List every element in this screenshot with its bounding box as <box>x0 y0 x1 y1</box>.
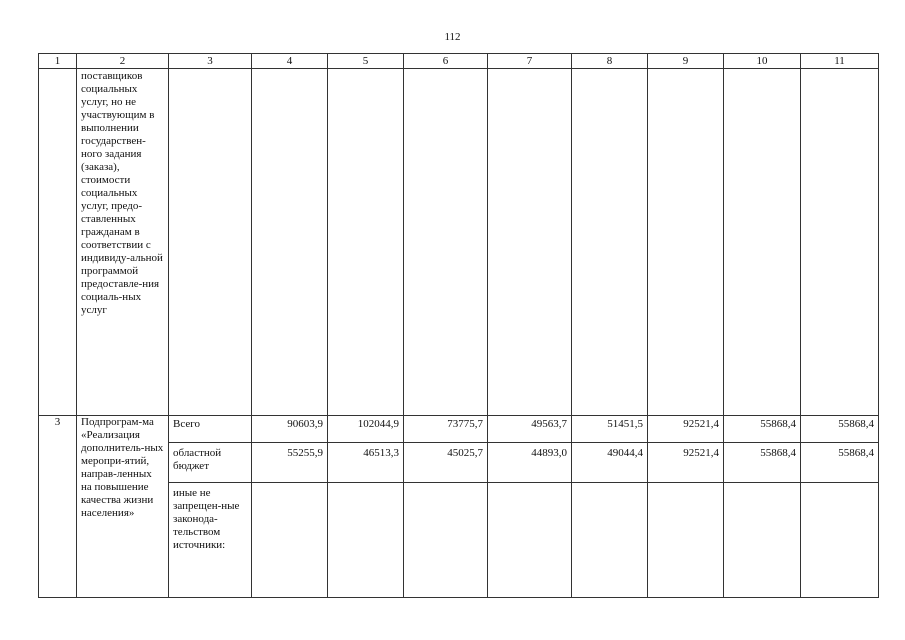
column-number: 10 <box>724 54 801 69</box>
value-cell <box>328 483 404 598</box>
value-cell: 49563,7 <box>488 416 572 443</box>
empty-cell <box>169 69 252 416</box>
column-number: 4 <box>252 54 328 69</box>
column-number: 2 <box>77 54 169 69</box>
value-cell: 55868,4 <box>724 416 801 443</box>
value-cell <box>252 483 328 598</box>
column-number: 8 <box>572 54 648 69</box>
empty-cell <box>724 69 801 416</box>
value-cell: 45025,7 <box>404 443 488 483</box>
value-cell: 55868,4 <box>801 443 879 483</box>
page-number: 112 <box>444 31 461 43</box>
funding-source: Всего <box>169 416 252 443</box>
funding-source: областной бюджет <box>169 443 252 483</box>
value-cell: 46513,3 <box>328 443 404 483</box>
empty-cell <box>39 69 77 416</box>
value-cell <box>648 483 724 598</box>
value-cell: 51451,5 <box>572 416 648 443</box>
empty-cell <box>252 69 328 416</box>
value-cell <box>572 483 648 598</box>
empty-cell <box>404 69 488 416</box>
subprogram-name: Подпрограм-ма «Реализация дополнитель-ных меропри-ятий, направ-ленных на повышение качества жизни населения» <box>77 416 169 598</box>
budget-table <box>38 53 879 598</box>
value-cell: 90603,9 <box>252 416 328 443</box>
value-cell: 44893,0 <box>488 443 572 483</box>
empty-cell <box>801 69 879 416</box>
column-number: 9 <box>648 54 724 69</box>
empty-cell <box>648 69 724 416</box>
value-cell: 92521,4 <box>648 416 724 443</box>
continuation-row <box>39 69 879 416</box>
column-number: 6 <box>404 54 488 69</box>
column-number: 11 <box>801 54 879 69</box>
value-cell <box>488 483 572 598</box>
value-cell <box>801 483 879 598</box>
value-cell: 55868,4 <box>801 416 879 443</box>
empty-cell <box>328 69 404 416</box>
column-number: 7 <box>488 54 572 69</box>
empty-cell <box>572 69 648 416</box>
value-cell: 49044,4 <box>572 443 648 483</box>
continuation-description: поставщиков социальных услуг, но не участвующим в выполнении государствен-ного задания (заказа), стоимости социальных услуг, предо-ставленных гражданам в соответствии с индивиду-альной программой предоставле-ния социаль-ных услуг <box>77 69 169 416</box>
empty-cell <box>488 69 572 416</box>
value-cell: 73775,7 <box>404 416 488 443</box>
value-cell: 55255,9 <box>252 443 328 483</box>
value-cell <box>404 483 488 598</box>
value-cell <box>724 483 801 598</box>
funding-source: иные не запрещен-ные законода-тельством источники: <box>169 483 252 598</box>
value-cell: 55868,4 <box>724 443 801 483</box>
column-number: 5 <box>328 54 404 69</box>
column-number: 3 <box>169 54 252 69</box>
value-cell: 102044,9 <box>328 416 404 443</box>
column-number: 1 <box>39 54 77 69</box>
table-row-total <box>39 416 879 443</box>
subprogram-number: 3 <box>39 416 77 598</box>
value-cell: 92521,4 <box>648 443 724 483</box>
column-number-row <box>39 54 879 69</box>
